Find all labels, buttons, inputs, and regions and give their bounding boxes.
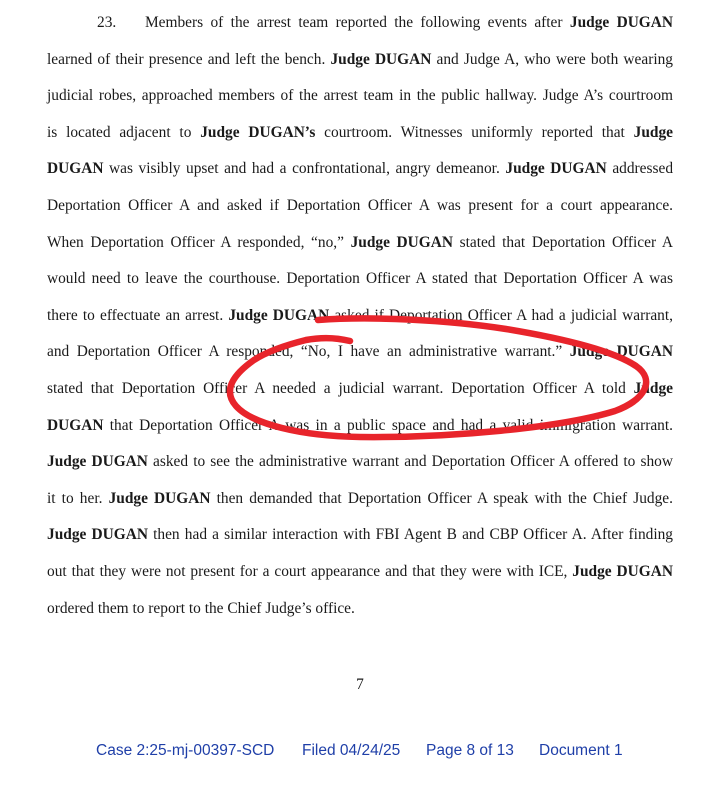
paragraph-line xyxy=(47,488,673,510)
paragraph-line xyxy=(47,561,673,583)
paragraph-line xyxy=(47,341,673,363)
bold-name-text: Judge DUGAN xyxy=(569,14,674,31)
paragraph-line xyxy=(47,305,673,327)
bold-name-text: Judge DUGAN xyxy=(572,563,673,580)
footer-filed-date: Filed 04/24/25 xyxy=(302,742,401,759)
body-text: it to her. xyxy=(47,489,109,507)
body-text: there to effectuate an arrest. xyxy=(47,306,229,324)
body-text: judicial robes, approached members of the arrest team in the public hallway. Judge A’s courtroom xyxy=(47,87,673,105)
body-text: Members of the arrest team reported the following events after xyxy=(145,14,570,31)
bold-name-text: Judge DUGAN xyxy=(228,306,330,324)
body-text: When Deportation Officer A responded, “no,” xyxy=(47,233,351,251)
body-text: stated that Deportation Officer A xyxy=(452,233,673,251)
bold-name-text: Judge DUGAN’s xyxy=(200,123,316,141)
paragraph-line xyxy=(47,232,673,254)
bold-name-text: DUGAN xyxy=(47,160,104,178)
body-text: asked if Deportation Officer A had a judicial warrant, xyxy=(329,306,673,324)
body-text: and Deportation Officer A responded, “No, I have an administrative warrant.” xyxy=(47,343,570,361)
body-text: then had a similar interaction with FBI Agent B and CBP Officer A. After finding xyxy=(147,526,674,544)
paragraph-line xyxy=(47,268,673,290)
bold-name-text: Judge DUGAN xyxy=(47,526,148,544)
body-text: then demanded that Deportation Officer A speak with the Chief Judge. xyxy=(210,489,673,507)
paragraph-number: 23. xyxy=(97,14,117,31)
paragraph-line xyxy=(47,451,673,473)
footer-document: Document 1 xyxy=(539,742,623,759)
bold-name-text: Judge DUGAN xyxy=(47,453,148,471)
paragraph-line xyxy=(47,122,673,144)
paragraph-line xyxy=(47,598,355,620)
paragraph-line xyxy=(47,85,673,107)
paragraph-line xyxy=(47,415,673,437)
footer-page-count: Page 8 of 13 xyxy=(426,742,514,759)
paragraph-line xyxy=(47,195,673,217)
paragraph-line xyxy=(47,524,673,546)
bold-name-text: Judge DUGAN xyxy=(350,233,453,251)
body-text: asked to see the administrative warrant and Deportation Officer A offered to show xyxy=(147,453,673,471)
paragraph-line xyxy=(47,378,673,400)
bold-name-text: Judge xyxy=(633,380,673,397)
bold-name-text: Judge DUGAN xyxy=(569,343,673,361)
body-text: Deportation Officer A and asked if Deportation Officer A was present for a court appearance. xyxy=(47,197,673,214)
bold-name-text: Judge DUGAN xyxy=(108,489,211,507)
body-text: and Judge A, who were both wearing xyxy=(431,50,673,68)
body-text: ordered them to report to the Chief Judge’s office. xyxy=(47,599,355,617)
paragraph-line xyxy=(47,158,673,180)
page-number: 7 xyxy=(356,676,364,693)
body-text: learned of their presence and left the bench. xyxy=(47,50,331,68)
bold-name-text: Judge DUGAN xyxy=(505,160,607,178)
body-text: out that they were not present for a court appearance and that they were with ICE, xyxy=(47,563,573,580)
body-text: was visibly upset and had a confrontational, angry demeanor. xyxy=(103,160,506,178)
body-text: stated that Deportation Officer A needed a judicial warrant. Deportation Officer A told xyxy=(47,380,634,397)
bold-name-text: Judge xyxy=(633,123,673,141)
bold-name-text: DUGAN xyxy=(47,416,104,434)
paragraph-line xyxy=(145,12,673,34)
body-text: courtroom. Witnesses uniformly reported that xyxy=(315,123,634,141)
body-text: that Deportation Officer A was in a public space and had a valid immigration warrant. xyxy=(103,416,673,434)
body-text: is located adjacent to xyxy=(47,123,201,141)
footer-case-number: Case 2:25-mj-00397-SCD xyxy=(96,742,275,759)
body-text: addressed xyxy=(606,160,674,178)
paragraph-line xyxy=(47,49,673,71)
body-text: would need to leave the courthouse. Deportation Officer A stated that Deportation Officer A was xyxy=(47,270,673,288)
bold-name-text: Judge DUGAN xyxy=(330,50,432,68)
